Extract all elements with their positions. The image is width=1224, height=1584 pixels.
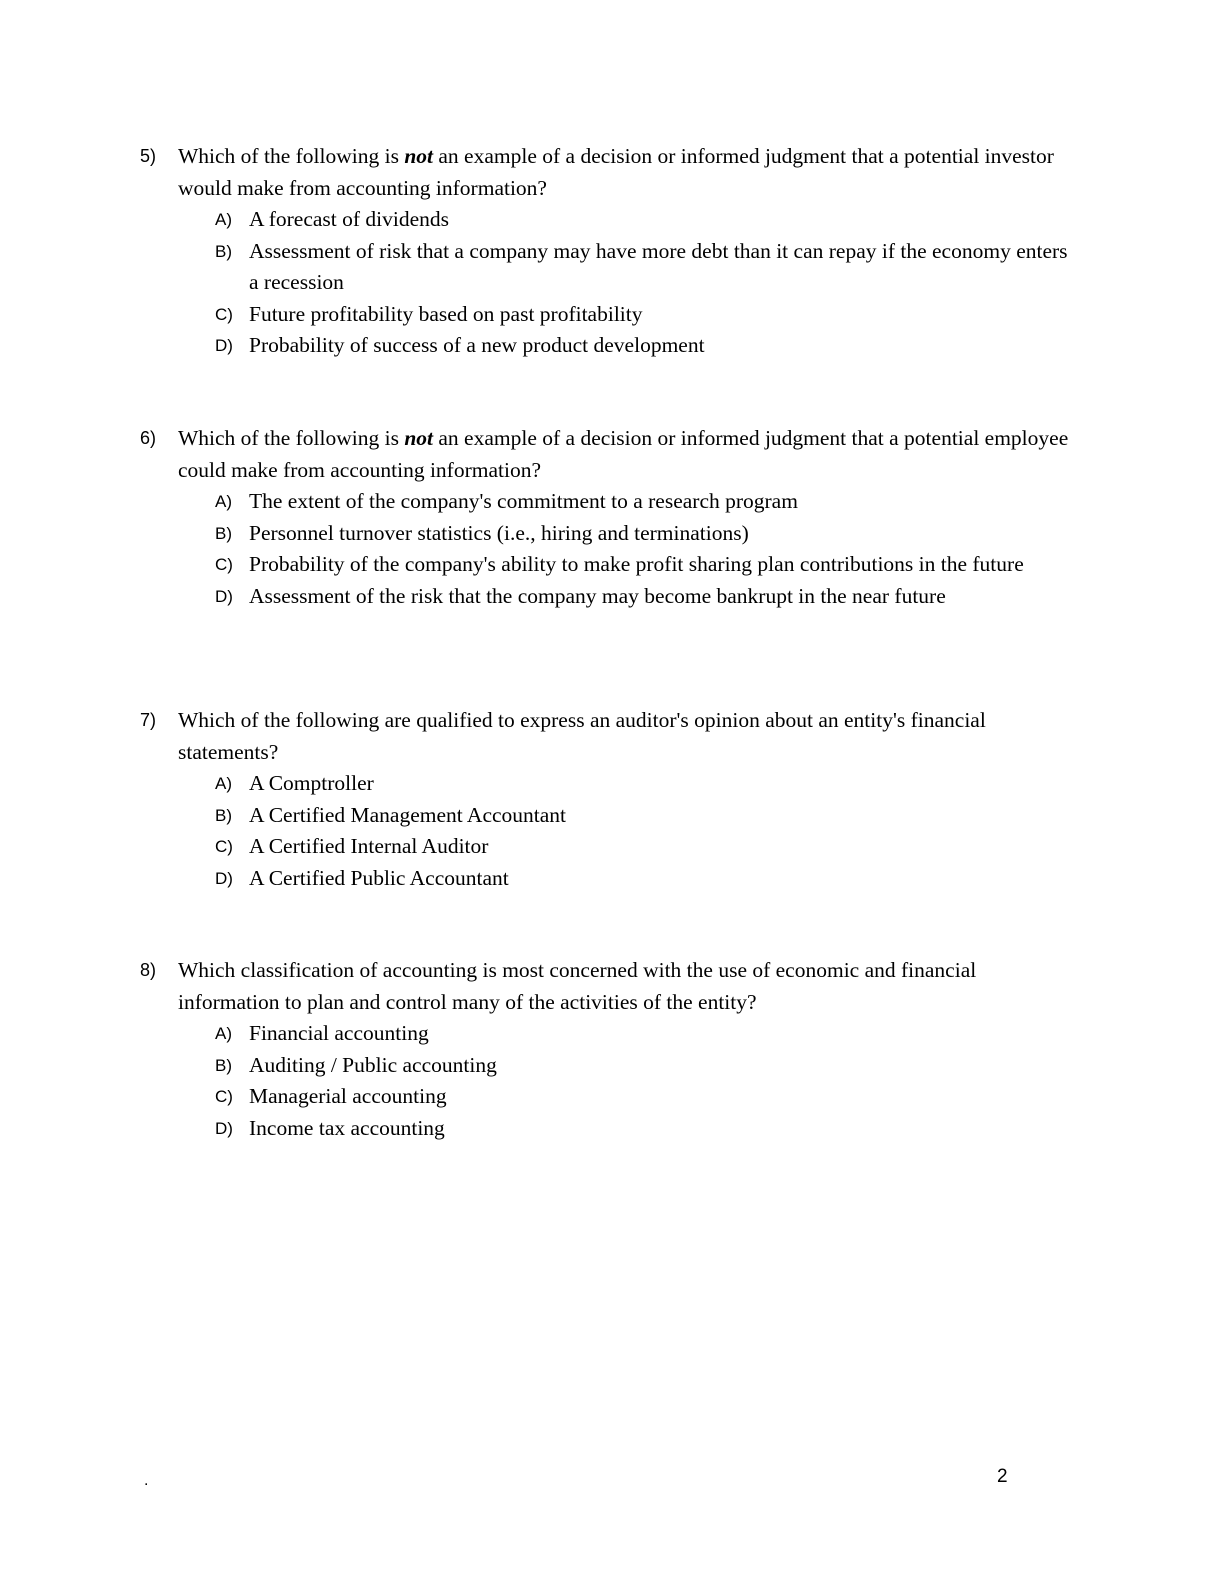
choice-letter: B) (215, 1055, 232, 1075)
choice-text: Financial accounting (249, 1021, 429, 1045)
question-text-before: Which of the following are qualified to express an auditor's opinion about an entity's financial statements? (178, 708, 986, 764)
question-6 (140, 423, 1080, 612)
question-text-after: an example of a decision or informed judgment that a potential employee could make from accounting information? (178, 426, 1069, 482)
question-text (178, 958, 976, 1014)
choice-a[interactable] (140, 768, 1080, 800)
answer-choices (140, 204, 1080, 362)
choice-letter: D) (215, 336, 233, 355)
answer-choices (140, 768, 1080, 894)
choice-text: A Certified Public Accountant (249, 865, 509, 890)
footer-dot: . (144, 1472, 149, 1489)
choice-text: A Certified Internal Auditor (249, 834, 489, 858)
choice-letter: A) (215, 1024, 232, 1043)
question-text (178, 144, 1054, 200)
choice-text: Assessment of risk that a company may have more debt than it can repay if the economy enters a recession (249, 238, 1068, 294)
choice-letter: D) (215, 586, 233, 606)
choice-c[interactable] (140, 831, 1080, 863)
choice-b[interactable] (140, 800, 1080, 832)
question-text-before: Which of the following is (178, 144, 405, 168)
question-text (178, 708, 986, 764)
question-8-stem (140, 955, 1080, 1018)
choice-c[interactable] (140, 549, 1080, 581)
choice-letter: A) (215, 210, 232, 229)
choice-text: Probability of the company's ability to make profit sharing plan contributions in the future (249, 552, 1024, 576)
choice-b[interactable] (140, 236, 1080, 299)
question-6-stem (140, 423, 1080, 486)
choice-c[interactable] (140, 299, 1080, 331)
question-text (178, 426, 1068, 482)
page-number: 2 (997, 1466, 1008, 1487)
choice-letter: C) (215, 555, 233, 574)
choice-text: A Certified Management Accountant (249, 802, 567, 827)
question-7-stem (140, 705, 1080, 768)
question-number: 8) (140, 960, 157, 980)
choice-a[interactable] (140, 1018, 1080, 1050)
question-text-before: Which classification of accounting is most concerned with the use of economic and financial information to plan and control many of the activities of the entity? (178, 958, 977, 1014)
choice-letter: C) (215, 1087, 233, 1106)
choice-d[interactable] (140, 581, 1080, 613)
question-5 (140, 141, 1080, 362)
question-text-after: an example of a decision or informed judgment that a potential investor would make from accounting information? (178, 144, 1054, 200)
choice-text: Probability of success of a new product development (249, 333, 705, 357)
choice-letter: A) (215, 492, 232, 511)
choice-b[interactable] (140, 518, 1080, 550)
choice-text: Income tax accounting (249, 1115, 445, 1140)
choice-letter: B) (215, 805, 232, 825)
question-7 (140, 705, 1080, 894)
choice-letter: C) (215, 304, 233, 324)
question-number: 5) (140, 146, 157, 166)
answer-choices (140, 1018, 1080, 1144)
choice-d[interactable] (140, 1113, 1080, 1145)
choice-text: Personnel turnover statistics (i.e., hiring and terminations) (249, 520, 749, 545)
choice-text: The extent of the company's commitment to a research program (249, 489, 798, 513)
choice-letter: D) (215, 868, 233, 888)
question-number: 6) (140, 428, 157, 448)
answer-choices (140, 486, 1080, 612)
choice-text: Auditing / Public accounting (249, 1052, 497, 1077)
choice-letter: C) (215, 837, 233, 856)
choice-b[interactable] (140, 1050, 1080, 1082)
choice-c[interactable] (140, 1081, 1080, 1113)
choice-letter: D) (215, 1118, 233, 1138)
question-5-stem (140, 141, 1080, 204)
question-text-emphasis: not (404, 144, 433, 168)
choice-letter: B) (215, 241, 232, 261)
choice-letter: A) (215, 774, 232, 793)
choice-a[interactable] (140, 204, 1080, 236)
choice-text: Managerial accounting (249, 1084, 447, 1108)
choice-text: A Comptroller (249, 771, 374, 795)
question-text-before: Which of the following is (178, 426, 405, 450)
choice-text: Future profitability based on past profitability (249, 301, 643, 326)
choice-text: Assessment of the risk that the company may become bankrupt in the near future (249, 583, 946, 608)
question-number: 7) (140, 710, 157, 730)
question-8 (140, 955, 1080, 1144)
choice-a[interactable] (140, 486, 1080, 518)
choice-d[interactable] (140, 330, 1080, 362)
choice-text: A forecast of dividends (249, 207, 450, 231)
choice-d[interactable] (140, 863, 1080, 895)
choice-letter: B) (215, 523, 232, 543)
question-text-emphasis: not (404, 426, 433, 450)
